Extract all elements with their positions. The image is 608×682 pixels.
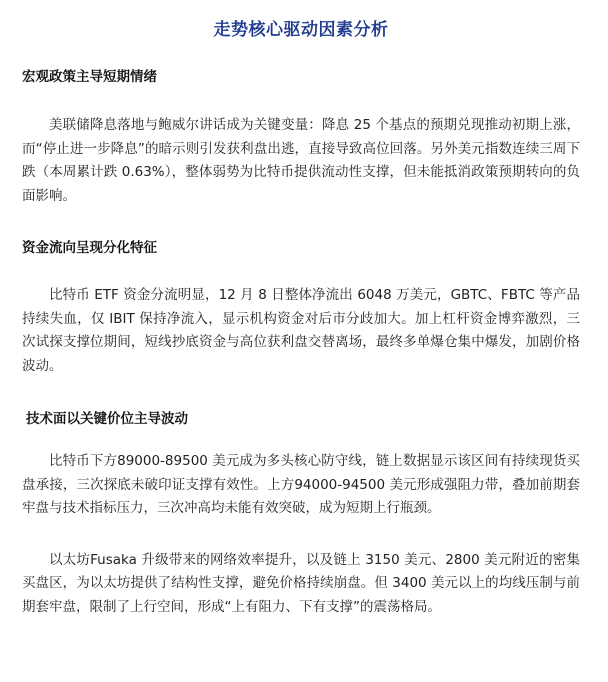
paragraph-bitcoin-levels: 比特币下方89000-89500 美元成为多头核心防守线，链上数据显示该区间有持续现货买盘承接，三次探底未破印证支撑有效性。上方94000-94500 美元形成强阻力带，叠加前期套牢盘与技术指标压力，三次冲高均未能有效突破，成为短期上行瓶颈。 (22, 453, 580, 516)
paragraph-ethereum-levels: 以太坊Fusaka 升级带来的网络效率提升，以及链上 3150 美元、2800 美元附近的密集买盘区，为以太坊提供了结构性支撑，避免价格持续崩盘。但 3400 美元以上的均线压制与前期套牢盘，限制了上行空间，形成“上有阻力、下有支撑”的震荡格局。 (22, 551, 580, 615)
section-heading-fund-flows: 资金流向呈现分化特征 (22, 240, 157, 256)
section-heading-technical-levels: 技术面以关键价位主导波动 (26, 411, 188, 427)
page-title: 走势核心驱动因素分析 (213, 20, 389, 40)
paragraph-fund-flows: 比特币 ETF 资金分流明显，12 月 8 日整体净流出 6048 万美元，GBTC、FBTC 等产品持续失血，仅 IBIT 保持净流入，显示机构资金对后市分歧加大。加上杠杆资金博弈激烈，三次试探支撑位期间，短线抄底资金与高位获利盘交替离场，最终多单爆仓集中爆发，加剧价格波动。 (22, 287, 580, 374)
paragraph-macro-policy: 美联储降息落地与鲍威尔讲话成为关键变量：降息 25 个基点的预期兑现推动初期上涨，而“停止进一步降息”的暗示则引发获利盘出逃，直接导致高位回落。另外美元指数连续三周下跌（本周累计跌 0.63%），整体弱势为比特币提供流动性支撑，但未能抵消政策预期转向的负面影响。 (22, 117, 580, 204)
section-heading-macro-policy: 宏观政策主导短期情绪 (22, 69, 157, 85)
